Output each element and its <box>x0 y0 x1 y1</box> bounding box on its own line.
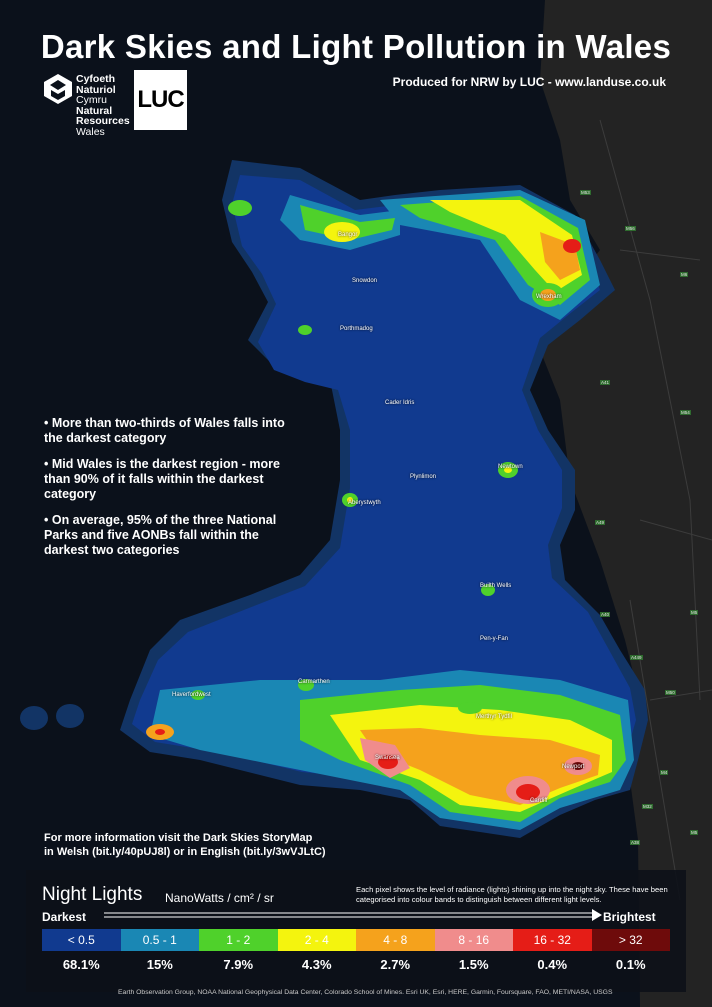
legend-unit: NanoWatts / cm² / sr <box>165 891 274 905</box>
legend-band: 4 - 8 <box>356 929 435 951</box>
legend-percent: 4.3% <box>301 957 332 972</box>
road-shield: A38 <box>631 840 640 845</box>
place-label: Wrexham <box>536 294 562 300</box>
place-label: Aberystwyth <box>348 500 381 506</box>
legend-title: Night Lights <box>42 884 143 905</box>
legend-percent: 0.4% <box>537 957 568 972</box>
more-info <box>44 832 326 859</box>
town-glow <box>458 702 482 714</box>
page-title: Dark Skies and Light Pollution in Wales <box>40 28 672 65</box>
place-label: Porthmadog <box>340 326 373 332</box>
nrw-logo-text <box>76 74 130 137</box>
place-label: Newtown <box>498 464 523 470</box>
nrw-line: Natural <box>76 104 113 117</box>
milford-hot <box>155 729 165 735</box>
legend-darkest-label: Darkest <box>42 910 87 924</box>
nrw-line: Naturiol <box>76 83 116 96</box>
offshore-island <box>56 704 84 728</box>
fact-item: • On average, 95% of the three National Parks and five AONBs fall within the darkest two categories <box>44 513 277 557</box>
legend-percent: 1.5% <box>458 957 489 972</box>
road-shield: M5 <box>691 610 698 615</box>
legend-band: < 0.5 <box>42 929 121 951</box>
legend-band: 8 - 16 <box>435 929 514 951</box>
nrw-line: Cyfoeth <box>76 73 116 85</box>
data-source: Earth Observation Group, NOAA National Geophysical Data Center, Colorado School of Mines. Esri UK, Esri, HERE, Garmin, Foursquare, FAO, METI/NASA, USGS <box>118 989 613 996</box>
fact-item: • Mid Wales is the darkest region - more than 90% of it falls within the darkest category <box>44 457 280 501</box>
legend-description: Each pixel shows the level of radiance (lights) shining up into the night sky. These have been categorised into colour bands to distinguish between different light levels. <box>356 885 668 904</box>
legend-percentages <box>42 957 670 972</box>
road-shield: A449 <box>631 655 642 660</box>
legend-percent: 2.7% <box>380 957 411 972</box>
road-shield: A40 <box>601 612 610 617</box>
road-shield: M4 <box>661 770 668 775</box>
place-label: Haverfordwest <box>172 692 211 698</box>
road-shield: M53 <box>581 190 590 195</box>
info-line: For more information visit the Dark Skies StoryMap <box>44 832 313 844</box>
nrw-line: Resources <box>76 115 130 127</box>
town-glow <box>298 325 312 335</box>
legend-band: 1 - 2 <box>199 929 278 951</box>
road-shield: A49 <box>596 520 605 525</box>
road-shield: M50 <box>666 690 675 695</box>
place-label: Cardiff <box>530 798 548 804</box>
road-shield: M56 <box>626 226 635 231</box>
anglesey-glow <box>228 200 252 216</box>
place-label: Newport <box>562 764 585 770</box>
road-shield: M5 <box>691 830 698 835</box>
key-facts <box>44 416 294 569</box>
nrw-line: Cymru <box>76 94 107 106</box>
fact-item: • More than two-thirds of Wales falls into the darkest category <box>44 416 285 445</box>
legend-band: 2 - 4 <box>278 929 357 951</box>
road-shield: M32 <box>643 804 652 809</box>
place-label: Carmarthen <box>298 679 330 685</box>
place-label: Bangor <box>338 232 358 238</box>
legend-arrow <box>104 909 602 921</box>
place-label: Swansea <box>375 755 400 761</box>
place-label: Snowdon <box>352 278 378 284</box>
road-shield: A41 <box>601 380 610 385</box>
ne-hotspot <box>563 239 581 253</box>
credit-text: Produced for NRW by LUC - www.landuse.co.uk <box>392 75 666 89</box>
place-label: Cader Idris <box>385 400 415 406</box>
offshore-island <box>20 706 48 730</box>
road-shield: M6 <box>681 272 688 277</box>
legend-percent: 68.1% <box>62 957 100 972</box>
place-label: Plynlimon <box>410 474 437 480</box>
legend-band: 0.5 - 1 <box>121 929 200 951</box>
legend-bands <box>42 929 670 951</box>
road-shield: M54 <box>681 410 690 415</box>
legend-percent: 7.9% <box>223 957 254 972</box>
legend-percent: 15% <box>146 957 173 972</box>
nrw-line: Wales <box>76 125 105 138</box>
info-line: in Welsh (bit.ly/40pUJ8l) or in English (bit.ly/3wVJLtC) <box>44 845 326 858</box>
legend-percent: 0.1% <box>615 957 646 972</box>
legend-band: 16 - 32 <box>513 929 592 951</box>
luc-logo: LUC <box>134 70 187 130</box>
legend-band: > 32 <box>592 929 671 951</box>
legend-brightest-label: Brightest <box>603 910 656 924</box>
place-label: Pen-y-Fan <box>480 636 509 642</box>
place-label: Builth Wells <box>480 583 512 589</box>
place-label: Merthyr Tydfil <box>476 714 512 720</box>
